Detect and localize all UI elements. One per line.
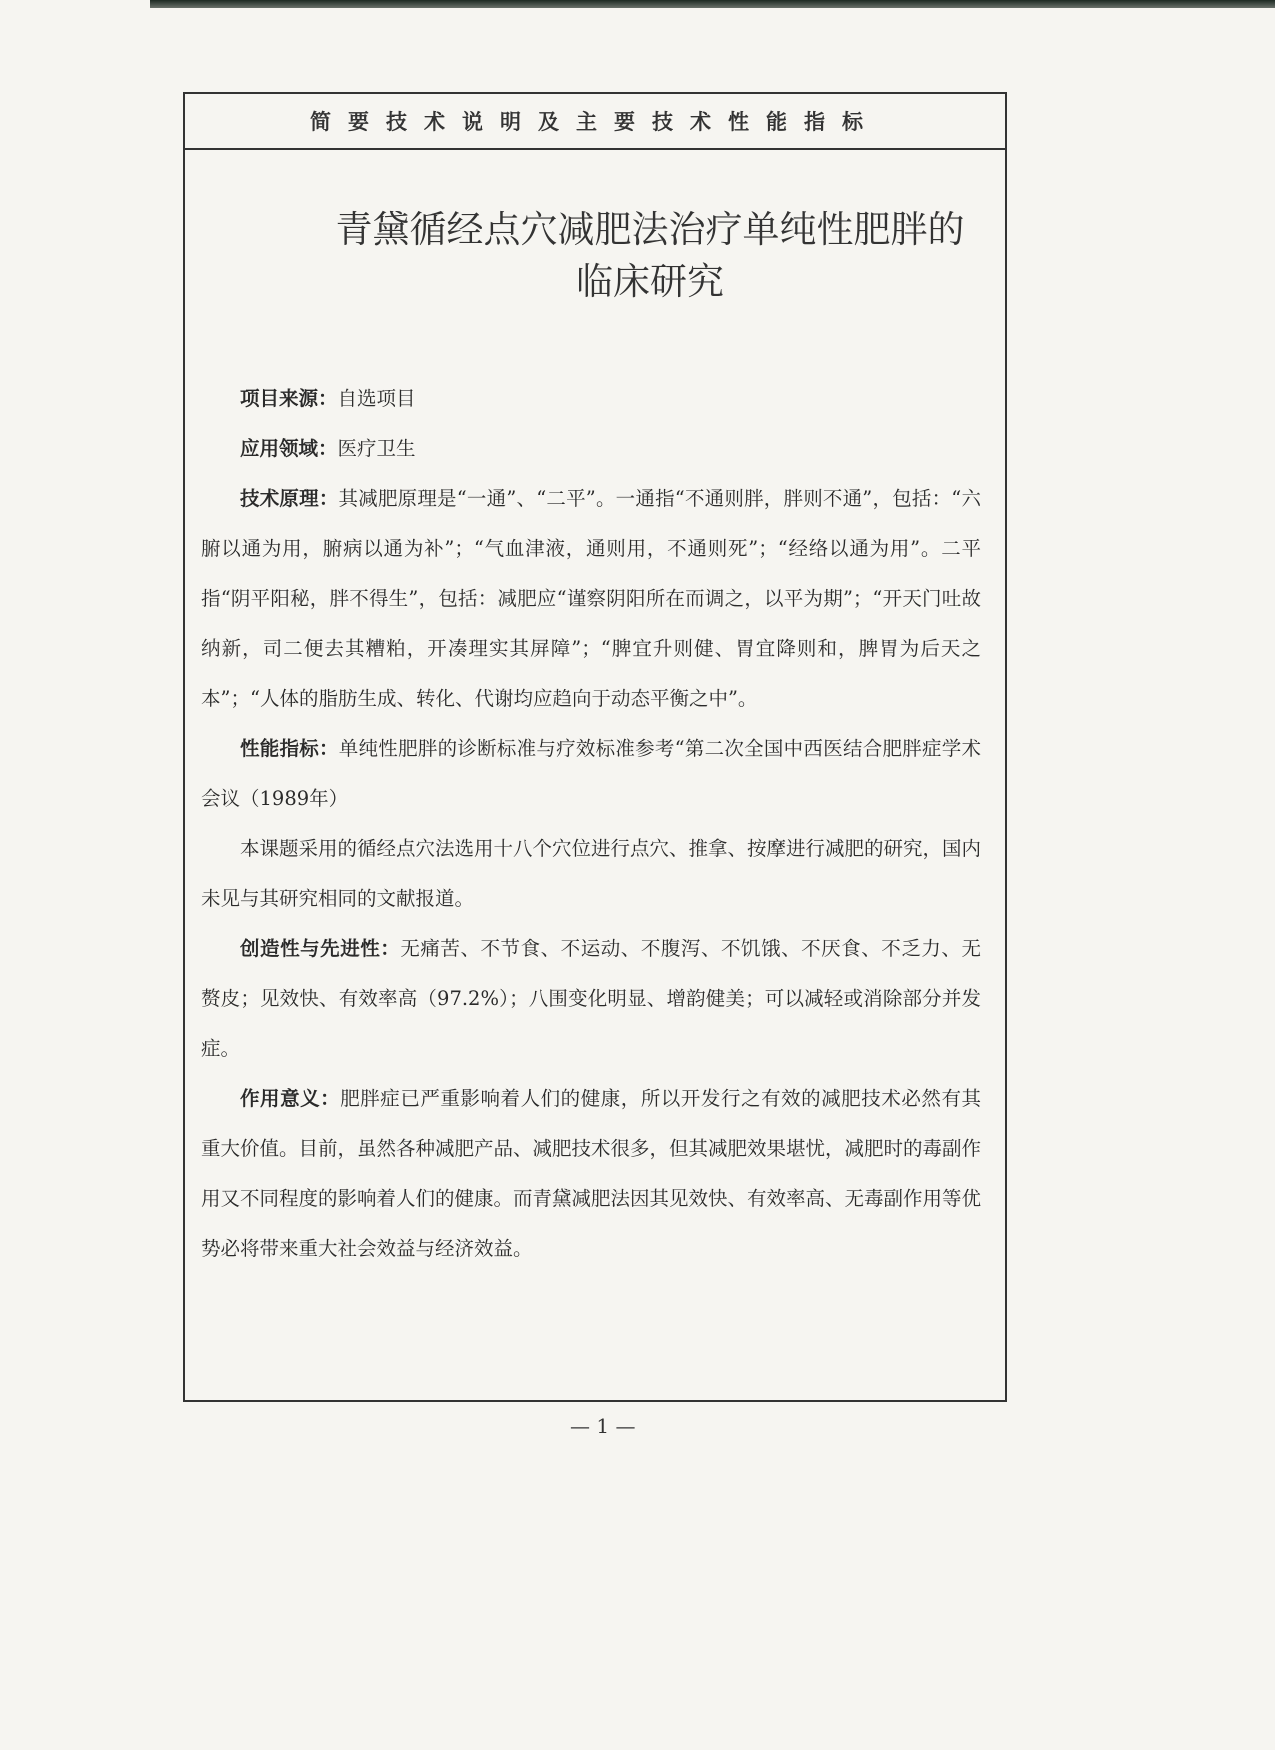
label: 性能指标：	[240, 737, 339, 760]
document-body	[201, 374, 981, 1274]
text: 其减肥原理是“一通”、“二平”。一通指“不通则胖，胖则不通”，包括：“六腑以通为用，腑病以通为补”；“气血津液，通则用，不通则死”；“经络以通为用”。二平指“阴平阳秘，胖不得生”，包括：减肥应“谨察阴阳所在而调之，以平为期”；“开天门吐故纳新，司二便去其糟粕，开凑理实其屏障”；“脾宜升则健、胃宜降则和，脾胃为后天之本”；“人体的脂肪生成、转化、代谢均应趋向于动态平衡之中”。	[201, 487, 981, 710]
label: 创造性与先进性：	[240, 937, 401, 960]
paragraph-significance	[201, 1074, 981, 1274]
paragraph-principle	[201, 474, 981, 724]
title-line-1: 青黛循经点穴减肥法治疗单纯性肥胖的	[335, 208, 965, 251]
text: 医疗卫生	[337, 437, 416, 460]
scan-edge	[150, 0, 1275, 8]
paragraph-source	[201, 374, 981, 424]
label: 技术原理：	[240, 487, 339, 510]
title-line-2: 临床研究	[576, 260, 724, 303]
label: 项目来源：	[240, 387, 338, 410]
section-header: 简要技术说明及主要技术性能指标	[185, 94, 1005, 150]
text: 无痛苦、不节食、不运动、不腹泻、不饥饿、不厌食、不乏力、无赘皮；见效快、有效率高（97.2%）；八围变化明显、增韵健美；可以减轻或消除部分并发症。	[201, 937, 981, 1060]
text: 单纯性肥胖的诊断标准与疗效标准参考“第二次全国中西医结合肥胖症学术会议（1989年）	[201, 737, 981, 810]
paragraph-innovation	[201, 924, 981, 1074]
text: 肥胖症已严重影响着人们的健康，所以开发行之有效的减肥技术必然有其重大价值。目前，虽然各种减肥产品、减肥技术很多，但其减肥效果堪忧，减肥时的毒副作用又不同程度的影响着人们的健康。而青黛减肥法因其见效快、有效率高、无毒副作用等优势必将带来重大社会效益与经济效益。	[201, 1087, 982, 1260]
text: 自选项目	[337, 387, 416, 410]
paragraph-method	[201, 824, 981, 924]
label: 作用意义：	[240, 1087, 341, 1110]
page-number: — 1 —	[570, 1414, 636, 1438]
label: 应用领域：	[240, 437, 338, 460]
text: 本课题采用的循经点穴法选用十八个穴位进行点穴、推拿、按摩进行减肥的研究，国内未见与其研究相同的文献报道。	[201, 837, 982, 910]
paragraph-performance	[201, 724, 981, 824]
paragraph-field	[201, 424, 981, 474]
document-frame	[183, 92, 1007, 1402]
document-title	[185, 204, 1005, 308]
